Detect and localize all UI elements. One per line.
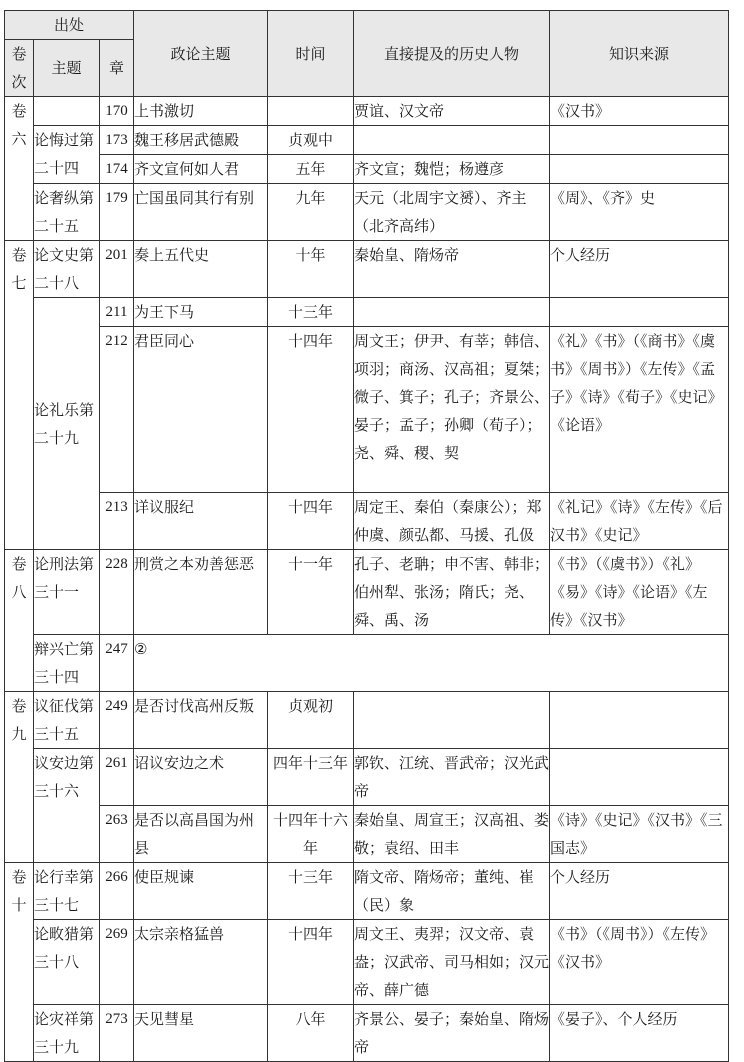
topic-cell: 上书激切 [134,97,268,126]
zhang-cell: 263 [100,806,134,863]
pian-cell: 论畋猎第三十八 [34,920,100,1005]
table-row [5,692,729,749]
time-cell: 贞观中 [268,126,354,155]
pian-cell: 议安边第三十六 [34,749,100,863]
topic-cell: 使臣规谏 [134,863,268,920]
source-cell [550,298,729,327]
people-cell: 周文王、夷羿；汉文帝、袁盎；汉武帝、司马相如；汉元帝、薛广德 [354,920,550,1005]
header-knowledge: 知识来源 [550,11,729,97]
topic-cell: 亡国虽同其行有别 [134,184,268,241]
pian-cell: 论刑法第三十一 [34,550,100,635]
pian-cell: 论奢纵第二十五 [34,184,100,241]
table-row [5,493,729,550]
pian-cell: 论礼乐第二十九 [34,298,100,550]
source-cell: 《书》（《周书》）《左传》《汉书》 [550,920,729,1005]
zhang-cell: 249 [100,692,134,749]
zhang-cell: 213 [100,493,134,550]
time-cell: 十四年十六年 [268,806,354,863]
time-cell: 十年 [268,241,354,298]
zhang-cell: 266 [100,863,134,920]
topic-cell: 刑赏之本劝善惩恶 [134,550,268,635]
topic-cell: 天见彗星 [134,1005,268,1062]
table-row [5,241,729,298]
zhang-cell: 228 [100,550,134,635]
table-row [5,635,729,692]
pian-cell: 议征伐第三十五 [34,692,100,749]
zhang-cell: 173 [100,126,134,155]
time-cell: 八年 [268,1005,354,1062]
people-cell: 齐文宣；魏恺；杨遵彦 [354,155,550,184]
table-row [5,97,729,126]
table-row [5,749,729,806]
table-row [5,806,729,863]
people-cell: 周文王；伊尹、有莘；韩信、项羽；商汤、汉高祖；夏桀；微子、箕子；孔子；齐景公、晏子；孟子；孙卿（荀子）；尧、舜、稷、契 [354,327,550,493]
topic-cell: 是否以高昌国为州县 [134,806,268,863]
source-cell: 《书》（《虞书》）《礼》《易》《诗》《论语》《左传》《汉书》 [550,550,729,635]
table-row [5,327,729,493]
topic-cell: 是否讨伐高州反叛 [134,692,268,749]
pian-cell: 论灾祥第三十九 [34,1005,100,1062]
history-table [4,10,729,1062]
zhang-cell: 273 [100,1005,134,1062]
source-cell [550,749,729,806]
time-cell: 贞观初 [268,692,354,749]
topic-cell: 魏王移居武德殿 [134,126,268,155]
pian-cell: 辩兴亡第三十四 [34,635,100,692]
people-cell: 隋文帝、隋炀帝；董纯、崔（民）象 [354,863,550,920]
topic-cell: 奏上五代史 [134,241,268,298]
time-cell: 十四年 [268,327,354,493]
zhang-cell: 170 [100,97,134,126]
source-cell: 《礼记》《诗》《左传》《后汉书》《史记》 [550,493,729,550]
people-cell [354,126,550,155]
pian-cell: 论文史第二十八 [34,241,100,298]
source-cell: 《周》、《齐》史 [550,184,729,241]
people-cell: 周定王、秦伯（秦康公）；郑仲虞、颜弘都、马援、孔伋 [354,493,550,550]
time-cell: 十三年 [268,863,354,920]
source-cell: 《礼》《书》（《商书》《虞书》《周书》）《左传》《孟子》《诗》《荀子》《史记》《论语》 [550,327,729,493]
header-pian: 主题 [34,40,100,97]
source-cell [550,692,729,749]
people-cell [354,692,550,749]
topic-cell: 太宗亲格猛兽 [134,920,268,1005]
topic-cell: 齐文宣何如人君 [134,155,268,184]
people-cell: 贾谊、汉文帝 [354,97,550,126]
header-time: 时间 [268,11,354,97]
people-cell: 秦始皇、隋炀帝 [354,241,550,298]
table-row [5,184,729,241]
time-cell: 十四年 [268,920,354,1005]
time-cell: 九年 [268,184,354,241]
pian-cell: 论行幸第三十七 [34,863,100,920]
table-row [5,550,729,635]
note-cell: ② [134,635,729,692]
source-cell: 《汉书》 [550,97,729,126]
topic-cell: 诏议安边之术 [134,749,268,806]
time-cell: 十四年 [268,493,354,550]
table-row [5,155,729,184]
table-row [5,1005,729,1062]
juan-cell: 卷十 [5,863,34,1062]
zhang-cell: 269 [100,920,134,1005]
time-cell: 五年 [268,155,354,184]
pian-cell: 论悔过第二十四 [34,126,100,184]
juan-cell: 卷九 [5,692,34,863]
header-topic: 政论主题 [134,11,268,97]
zhang-cell: 212 [100,327,134,493]
people-cell [354,298,550,327]
zhang-cell: 247 [100,635,134,692]
source-cell: 《晏子》、个人经历 [550,1005,729,1062]
header-juan: 卷次 [5,40,34,97]
table-row [5,298,729,327]
zhang-cell: 179 [100,184,134,241]
time-cell [268,97,354,126]
people-cell: 齐景公、晏子；秦始皇、隋炀帝 [354,1005,550,1062]
zhang-cell: 174 [100,155,134,184]
source-cell: 《诗》《史记》《汉书》《三国志》 [550,806,729,863]
table-row [5,126,729,155]
source-cell: 个人经历 [550,863,729,920]
people-cell: 天元（北周宇文赟）、齐主（北齐高纬） [354,184,550,241]
pian-cell [34,97,100,126]
people-cell: 孔子、老聃；申不害、韩非；伯州犁、张汤；隋氏；尧、舜、禹、汤 [354,550,550,635]
time-cell: 十三年 [268,298,354,327]
juan-cell: 卷六 [5,97,34,241]
zhang-cell: 201 [100,241,134,298]
header-people: 直接提及的历史人物 [354,11,550,97]
header-source: 出处 [5,11,134,40]
juan-cell: 卷八 [5,550,34,692]
header-zhang: 章 [100,40,134,97]
time-cell: 四年十三年 [268,749,354,806]
table-row [5,920,729,1005]
topic-cell: 详议服纪 [134,493,268,550]
source-cell [550,126,729,155]
topic-cell: 君臣同心 [134,327,268,493]
zhang-cell: 261 [100,749,134,806]
juan-cell: 卷七 [5,241,34,550]
table-row [5,863,729,920]
source-cell: 个人经历 [550,241,729,298]
source-cell [550,155,729,184]
people-cell: 秦始皇、周宣王；汉高祖、娄敬；袁绍、田丰 [354,806,550,863]
people-cell: 郭钦、江统、晋武帝；汉光武帝 [354,749,550,806]
time-cell: 十一年 [268,550,354,635]
topic-cell: 为王下马 [134,298,268,327]
zhang-cell: 211 [100,298,134,327]
